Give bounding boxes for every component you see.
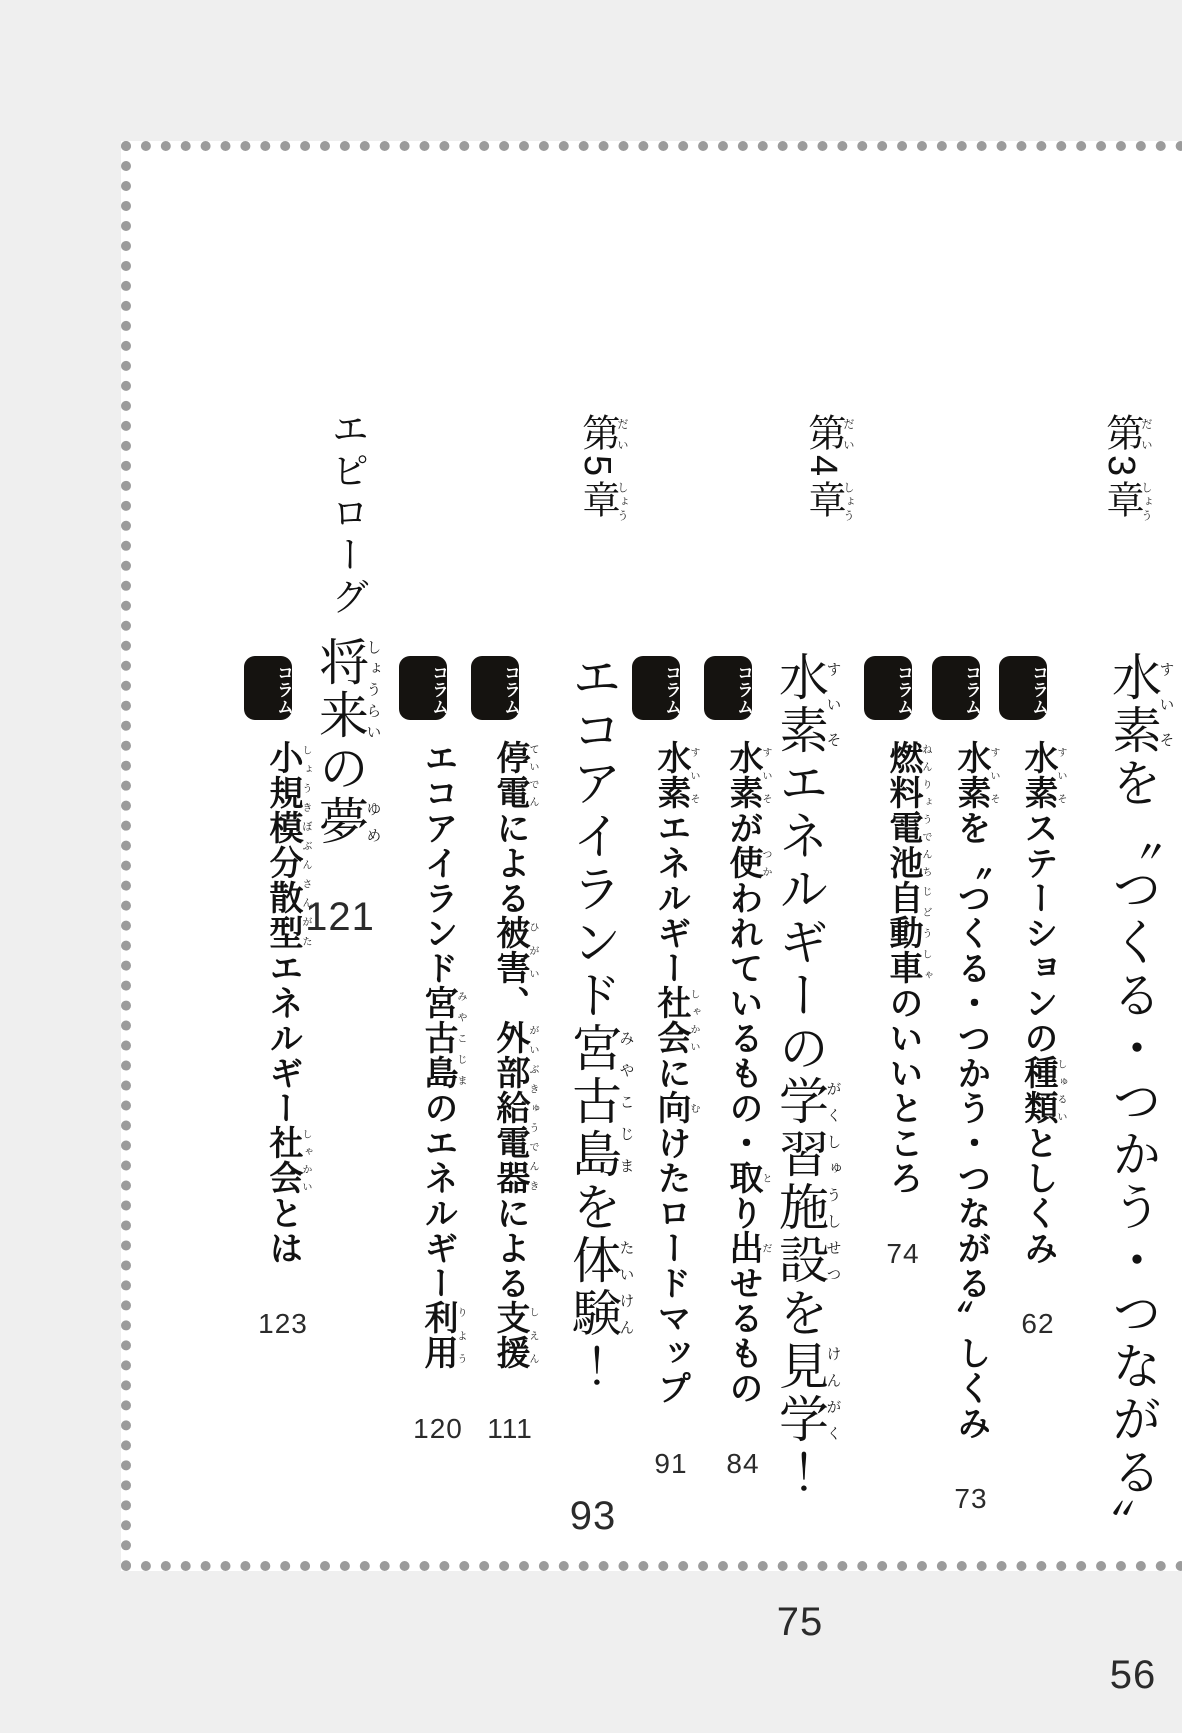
column-badge: コラム (932, 656, 980, 720)
column-badge: コラム (399, 656, 447, 720)
page-number: 75 (776, 1599, 824, 1644)
page-number: 123 (258, 1307, 308, 1339)
entry-text: 停電ていでんによる被害ひがい、外部給電器がいぶきゅうでんきによる支援しえん (491, 740, 538, 1371)
entry-text: 小規模分散型しょうきぼぶんさんがたエネルギー社会しゃかいとは (264, 740, 311, 1266)
toc-entry-column-111 (471, 656, 538, 1448)
page-number: 91 (654, 1447, 688, 1479)
page-number: 111 (487, 1412, 533, 1444)
column-badge: コラム (704, 656, 752, 720)
toc-entry-chapter5-header (572, 413, 628, 522)
entry-text: エコアイランド宮古島みやこじまのエネルギー利用りよう (419, 740, 466, 1371)
page-number: 121 (305, 894, 375, 939)
toc-entry-column-62 (999, 656, 1066, 1343)
entry-text: 水素すいそを〝つくる・つかう・つながる〟 (1105, 651, 1175, 1552)
page-number: 93 (569, 1493, 617, 1538)
entry-text: 水素すいそエネルギーの学習施設がくしゅうしせつを見学けんがく！ (772, 651, 842, 1499)
page-number: 120 (413, 1412, 463, 1444)
book-page (121, 141, 1182, 1697)
column-badge: コラム (864, 656, 912, 720)
column-badge: コラム (632, 656, 680, 720)
entry-text: エピローグ (325, 409, 367, 619)
page-number: 73 (954, 1482, 988, 1514)
toc-entry-column-123 (244, 656, 311, 1343)
toc-entry-column-74 (864, 656, 931, 1273)
toc-entry-chapter3-header (1096, 413, 1152, 522)
toc-entry-column-120 (399, 656, 466, 1448)
entry-text: 第だい3章しょう (1100, 413, 1152, 523)
toc-entry-column-91 (632, 656, 699, 1483)
toc-entry-epilogue-header (321, 409, 371, 619)
toc-entry-column-84 (704, 656, 771, 1483)
column-badge: コラム (471, 656, 519, 720)
toc-entry-column-73 (932, 656, 999, 1518)
entry-text: 水素すいそステーションの種類しゅるいとしくみ (1019, 740, 1066, 1266)
entry-text: 水素すいそが使つかわれているもの・取とり出だせるもの (724, 740, 771, 1406)
entry-text: 燃料電池ねんりょうでんち自動車じどうしゃのいいところ (884, 740, 931, 1196)
page-number: 74 (886, 1237, 920, 1269)
toc-entry-chapter5-title (560, 651, 634, 1543)
toc-entry-epilogue-title (305, 636, 381, 944)
table-of-contents (131, 151, 1182, 1697)
page-number: 56 (1109, 1652, 1157, 1697)
column-badge: コラム (999, 656, 1047, 720)
column-badge: コラム (244, 656, 292, 720)
entry-text: エコアイランド宮古島みやこじまを体験たいけん！ (565, 651, 635, 1393)
entry-text: 水素すいそエネルギー社会しゃかいに向むけたロードマップ (652, 740, 699, 1406)
entry-text: 第だい5章しょう (576, 413, 628, 523)
page-number: 84 (726, 1447, 760, 1479)
page-number: 62 (1021, 1307, 1055, 1339)
entry-text: 第だい4章しょう (802, 413, 854, 523)
entry-text: 将来しょうらいの夢ゆめ (312, 636, 382, 848)
toc-entry-chapter3-title (1100, 651, 1174, 1702)
entry-text: 水素すいそを〝つくる・つかう・つながる〟しくみ (952, 740, 999, 1441)
toc-entry-chapter4-title (767, 651, 841, 1649)
toc-entry-chapter4-header (798, 413, 854, 522)
